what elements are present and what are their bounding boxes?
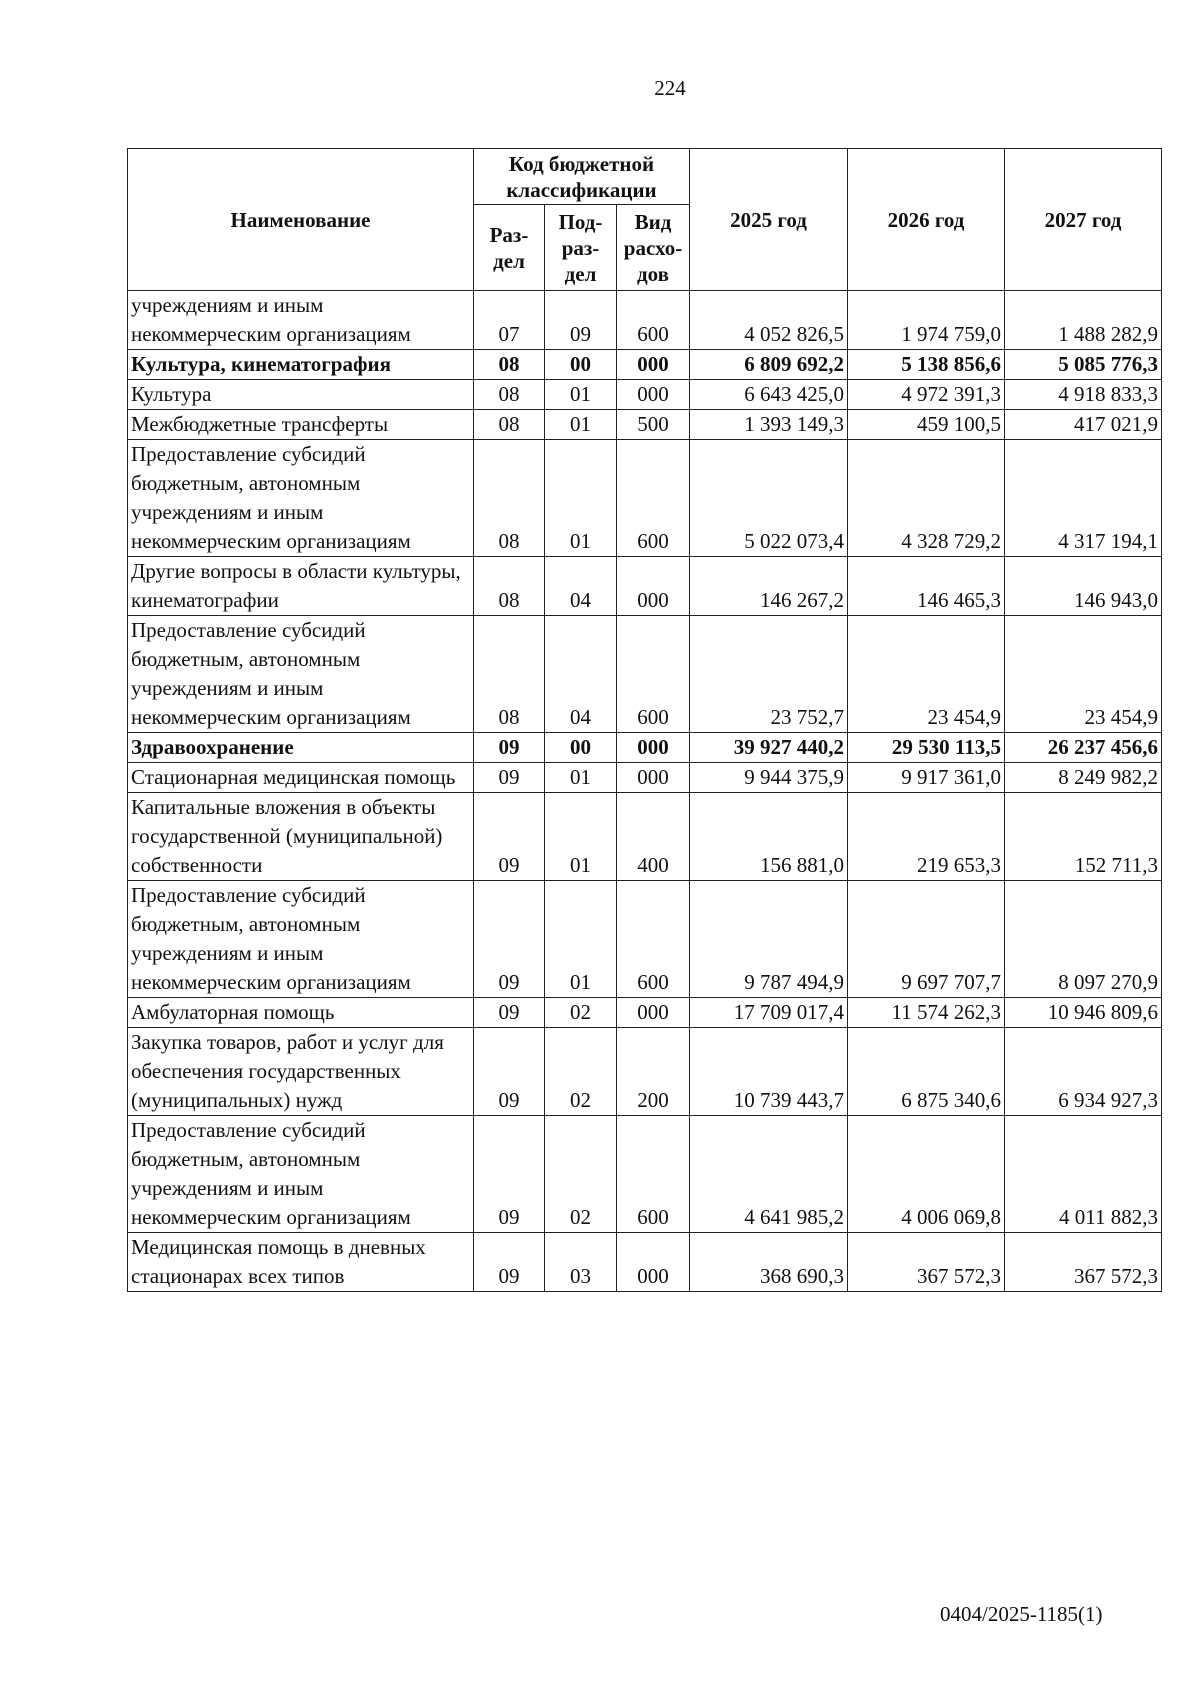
row-2027-cell: 10 946 809,6	[1005, 998, 1162, 1028]
row-2026-cell: 4 972 391,3	[848, 380, 1005, 410]
row-section-cell: 09	[474, 1116, 545, 1233]
table-row	[128, 793, 1162, 881]
row-subsection-cell: 01	[545, 440, 617, 557]
row-name-cell: учреждениям и иным некоммерческим организациям	[128, 291, 474, 350]
row-2025-cell: 6 809 692,2	[690, 350, 848, 380]
table-row	[128, 380, 1162, 410]
row-section-cell: 09	[474, 881, 545, 998]
row-subsection-cell: 02	[545, 1028, 617, 1116]
row-expense-kind-cell: 600	[617, 881, 690, 998]
header-expense-kind: Вид расхо-дов	[617, 205, 690, 291]
row-section-cell: 08	[474, 557, 545, 616]
row-expense-kind-cell: 600	[617, 440, 690, 557]
row-name-cell: Другие вопросы в области культуры, кинематографии	[128, 557, 474, 616]
row-2026-cell: 4 006 069,8	[848, 1116, 1005, 1233]
table-row	[128, 1028, 1162, 1116]
row-name-cell: Предоставление субсидий бюджетным, автономным учреждениям и иным некоммерческим организациям	[128, 440, 474, 557]
row-2025-cell: 23 752,7	[690, 616, 848, 733]
row-2025-cell: 9 944 375,9	[690, 763, 848, 793]
row-section-cell: 08	[474, 440, 545, 557]
header-code-group: Код бюджетной классификации	[474, 149, 690, 205]
row-section-cell: 09	[474, 793, 545, 881]
row-2027-cell: 4 918 833,3	[1005, 380, 1162, 410]
row-2025-cell: 368 690,3	[690, 1233, 848, 1292]
table-row	[128, 410, 1162, 440]
row-name-cell: Здравоохранение	[128, 733, 474, 763]
row-expense-kind-cell: 000	[617, 733, 690, 763]
row-2025-cell: 156 881,0	[690, 793, 848, 881]
table-row	[128, 881, 1162, 998]
header-2025: 2025 год	[690, 149, 848, 291]
row-name-cell: Межбюджетные трансферты	[128, 410, 474, 440]
row-expense-kind-cell: 600	[617, 291, 690, 350]
row-name-cell: Амбулаторная помощь	[128, 998, 474, 1028]
row-expense-kind-cell: 400	[617, 793, 690, 881]
row-2026-cell: 29 530 113,5	[848, 733, 1005, 763]
row-2026-cell: 1 974 759,0	[848, 291, 1005, 350]
row-expense-kind-cell: 000	[617, 998, 690, 1028]
row-name-cell: Медицинская помощь в дневных стационарах всех типов	[128, 1233, 474, 1292]
row-subsection-cell: 03	[545, 1233, 617, 1292]
row-2025-cell: 1 393 149,3	[690, 410, 848, 440]
row-2026-cell: 6 875 340,6	[848, 1028, 1005, 1116]
row-2027-cell: 367 572,3	[1005, 1233, 1162, 1292]
row-2027-cell: 6 934 927,3	[1005, 1028, 1162, 1116]
budget-table	[127, 148, 1162, 1292]
row-subsection-cell: 01	[545, 763, 617, 793]
document-code: 0404/2025-1185(1)	[940, 1602, 1103, 1626]
row-subsection-cell: 01	[545, 793, 617, 881]
row-subsection-cell: 09	[545, 291, 617, 350]
row-expense-kind-cell: 000	[617, 380, 690, 410]
row-subsection-cell: 04	[545, 557, 617, 616]
row-name-cell: Закупка товаров, работ и услуг для обеспечения государственных (муниципальных) нужд	[128, 1028, 474, 1116]
row-subsection-cell: 01	[545, 380, 617, 410]
row-section-cell: 09	[474, 1233, 545, 1292]
row-2027-cell: 152 711,3	[1005, 793, 1162, 881]
row-2027-cell: 8 249 982,2	[1005, 763, 1162, 793]
table-row	[128, 763, 1162, 793]
row-subsection-cell: 01	[545, 410, 617, 440]
table-row	[128, 616, 1162, 733]
row-expense-kind-cell: 600	[617, 616, 690, 733]
header-name: Наименование	[128, 149, 474, 291]
header-subsection: Под-раз-дел	[545, 205, 617, 291]
table-row	[128, 291, 1162, 350]
row-name-cell: Культура	[128, 380, 474, 410]
row-subsection-cell: 00	[545, 733, 617, 763]
row-2026-cell: 23 454,9	[848, 616, 1005, 733]
row-2027-cell: 417 021,9	[1005, 410, 1162, 440]
row-expense-kind-cell: 500	[617, 410, 690, 440]
row-expense-kind-cell: 600	[617, 1116, 690, 1233]
row-2026-cell: 9 697 707,7	[848, 881, 1005, 998]
row-name-cell: Стационарная медицинская помощь	[128, 763, 474, 793]
row-2026-cell: 4 328 729,2	[848, 440, 1005, 557]
row-section-cell: 07	[474, 291, 545, 350]
row-name-cell: Предоставление субсидий бюджетным, автономным учреждениям и иным некоммерческим организациям	[128, 1116, 474, 1233]
row-section-cell: 08	[474, 616, 545, 733]
row-2025-cell: 146 267,2	[690, 557, 848, 616]
row-2025-cell: 10 739 443,7	[690, 1028, 848, 1116]
row-2027-cell: 4 011 882,3	[1005, 1116, 1162, 1233]
row-2025-cell: 5 022 073,4	[690, 440, 848, 557]
row-name-cell: Культура, кинематография	[128, 350, 474, 380]
row-2026-cell: 219 653,3	[848, 793, 1005, 881]
row-section-cell: 09	[474, 998, 545, 1028]
row-2026-cell: 146 465,3	[848, 557, 1005, 616]
row-2027-cell: 1 488 282,9	[1005, 291, 1162, 350]
row-expense-kind-cell: 000	[617, 1233, 690, 1292]
row-section-cell: 09	[474, 733, 545, 763]
table-header	[128, 149, 1162, 291]
table-row	[128, 733, 1162, 763]
table-row	[128, 350, 1162, 380]
page-number: 224	[654, 76, 686, 100]
row-expense-kind-cell: 000	[617, 557, 690, 616]
row-2027-cell: 26 237 456,6	[1005, 733, 1162, 763]
row-section-cell: 09	[474, 763, 545, 793]
row-section-cell: 08	[474, 380, 545, 410]
table-body	[128, 291, 1162, 1292]
header-2026: 2026 год	[848, 149, 1005, 291]
row-subsection-cell: 01	[545, 881, 617, 998]
row-expense-kind-cell: 000	[617, 763, 690, 793]
table-row	[128, 1233, 1162, 1292]
table-row	[128, 557, 1162, 616]
row-2027-cell: 5 085 776,3	[1005, 350, 1162, 380]
row-subsection-cell: 02	[545, 1116, 617, 1233]
row-name-cell: Предоставление субсидий бюджетным, автономным учреждениям и иным некоммерческим организациям	[128, 881, 474, 998]
table-row	[128, 440, 1162, 557]
row-2025-cell: 17 709 017,4	[690, 998, 848, 1028]
row-2025-cell: 4 052 826,5	[690, 291, 848, 350]
row-2026-cell: 367 572,3	[848, 1233, 1005, 1292]
row-name-cell: Предоставление субсидий бюджетным, автономным учреждениям и иным некоммерческим организациям	[128, 616, 474, 733]
row-subsection-cell: 00	[545, 350, 617, 380]
row-name-cell: Капитальные вложения в объекты государственной (муниципальной) собственности	[128, 793, 474, 881]
row-subsection-cell: 04	[545, 616, 617, 733]
row-2026-cell: 11 574 262,3	[848, 998, 1005, 1028]
row-2025-cell: 9 787 494,9	[690, 881, 848, 998]
row-2026-cell: 9 917 361,0	[848, 763, 1005, 793]
row-section-cell: 09	[474, 1028, 545, 1116]
row-2025-cell: 6 643 425,0	[690, 380, 848, 410]
row-2027-cell: 23 454,9	[1005, 616, 1162, 733]
row-2026-cell: 5 138 856,6	[848, 350, 1005, 380]
row-2025-cell: 4 641 985,2	[690, 1116, 848, 1233]
header-section: Раз-дел	[474, 205, 545, 291]
row-2027-cell: 4 317 194,1	[1005, 440, 1162, 557]
row-expense-kind-cell: 200	[617, 1028, 690, 1116]
table-row	[128, 1116, 1162, 1233]
row-section-cell: 08	[474, 410, 545, 440]
row-2027-cell: 146 943,0	[1005, 557, 1162, 616]
row-expense-kind-cell: 000	[617, 350, 690, 380]
row-section-cell: 08	[474, 350, 545, 380]
row-2027-cell: 8 097 270,9	[1005, 881, 1162, 998]
header-2027: 2027 год	[1005, 149, 1162, 291]
row-subsection-cell: 02	[545, 998, 617, 1028]
row-2026-cell: 459 100,5	[848, 410, 1005, 440]
table-row	[128, 998, 1162, 1028]
row-2025-cell: 39 927 440,2	[690, 733, 848, 763]
